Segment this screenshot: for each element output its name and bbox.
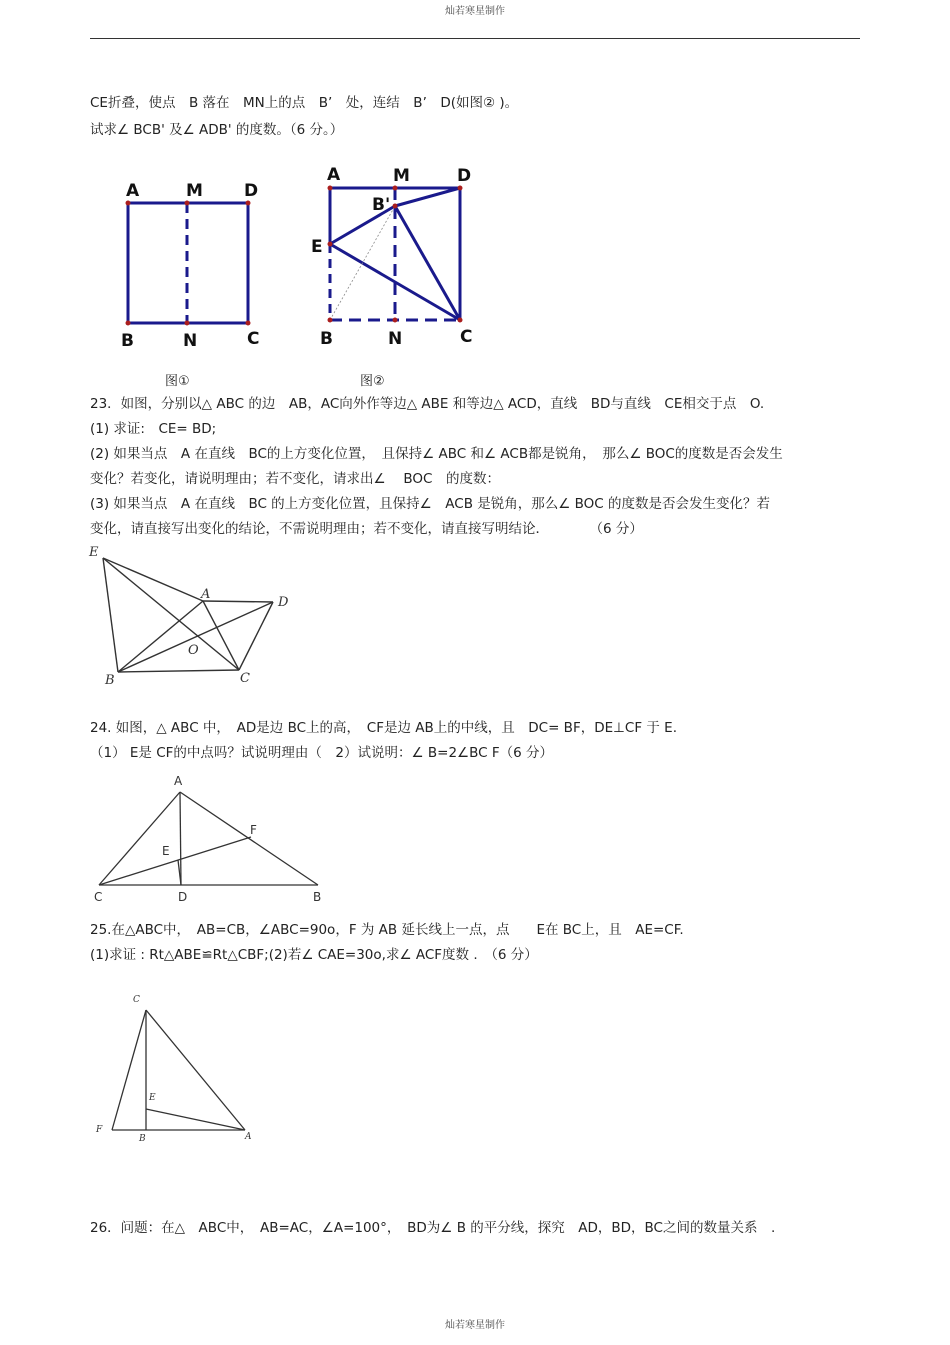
label-A: A xyxy=(327,165,341,185)
label-N: N xyxy=(183,331,198,351)
label-A: A xyxy=(201,587,211,602)
text-line: 23．如图，分别以△ ABC 的边 AB，AC向外作等边△ ABE 和等边△ ACD，直线 BD与直线 CE相交于点 O. xyxy=(90,396,765,412)
text-line: (3) 如果当点 A 在直线 BC 的上方变化位置，且保持∠ ACB 是锐角，那么∠ BOC 的度数是否会发生变化？若 xyxy=(90,496,771,512)
label-B: B xyxy=(313,890,322,904)
header-rule xyxy=(90,38,860,39)
label-O: O xyxy=(188,643,199,658)
label-B: B xyxy=(105,673,115,688)
text-line: （1） E是 CF的中点吗？试说明理由（ 2）试说明：∠ B=2∠BC F（6 分） xyxy=(90,745,554,761)
label-A: A xyxy=(174,774,183,788)
figure-25 xyxy=(90,985,280,1145)
label-B: B xyxy=(139,1134,146,1144)
label-B-prime: B' xyxy=(372,195,391,215)
label-F: F xyxy=(96,1125,103,1135)
label-F: F xyxy=(250,823,257,837)
figure-1 xyxy=(110,170,280,360)
figure-23 xyxy=(85,540,315,690)
label-C: C xyxy=(94,890,103,904)
label-M: M xyxy=(186,181,203,201)
figure-24 xyxy=(85,770,335,910)
text-line: (1)求证 : Rt△ABE≌Rt△CBF;(2)若∠ CAE=30o,求∠ ACF度数 . （6 分） xyxy=(90,947,538,963)
text-line: 24. 如图，△ ABC 中， AD是边 BC上的高， CF是边 AB上的中线，且 DC= BF，DE⊥CF 于 E. xyxy=(90,720,677,736)
label-D: D xyxy=(278,595,289,610)
label-M: M xyxy=(393,166,410,186)
label-C: C xyxy=(133,995,140,1005)
figure-2 xyxy=(305,160,495,360)
label-B: B xyxy=(320,329,333,349)
text-line: (1) 求证: CE= BD; xyxy=(90,421,217,437)
label-C: C xyxy=(460,327,473,347)
label-D: D xyxy=(457,166,472,186)
text-line: CE折叠，使点 B 落在 MN上的点 B’ 处，连结 B’ D(如图② )。 xyxy=(90,95,519,111)
page-header: 灿若寒星制作 xyxy=(445,6,505,17)
text-line: 变化？若变化，请说明理由；若不变化，请求出∠ BOC 的度数： xyxy=(90,471,500,487)
text-line: 试求∠ BCB' 及∠ ADB' 的度数。（6 分。） xyxy=(90,122,344,138)
page-footer: 灿若寒星制作 xyxy=(445,1320,505,1331)
figure-1-caption: 图① xyxy=(165,374,190,389)
text-line: 26．问题：在△ ABC中， AB=AC，∠A=100°， BD为∠ B 的平分线，探究 AD，BD，BC之间的数量关系 . xyxy=(90,1220,776,1236)
text-line: 变化，请直接写出变化的结论，不需说明理由；若不变化，请直接写明结论． （6 分） xyxy=(90,521,643,537)
label-E: E xyxy=(89,545,99,560)
label-A: A xyxy=(245,1132,252,1142)
figure-2-caption: 图② xyxy=(360,374,385,389)
label-E: E xyxy=(149,1093,156,1103)
label-B: B xyxy=(121,331,134,351)
text-line: (2) 如果当点 A 在直线 BC的上方变化位置， 且保持∠ ABC 和∠ ACB都是锐角， 那么∠ BOC的度数是否会发生 xyxy=(90,446,783,462)
label-E: E xyxy=(162,844,170,858)
label-N: N xyxy=(388,329,403,349)
label-D: D xyxy=(178,890,188,904)
label-A: A xyxy=(126,181,140,201)
label-C: C xyxy=(240,671,250,686)
label-D: D xyxy=(244,181,259,201)
text-line: 25.在△ABC中， AB=CB，∠ABC=90o，F 为 AB 延长线上一点，点 E在 BC上，且 AE=CF. xyxy=(90,922,684,938)
label-E: E xyxy=(311,237,323,257)
label-C: C xyxy=(247,329,260,349)
